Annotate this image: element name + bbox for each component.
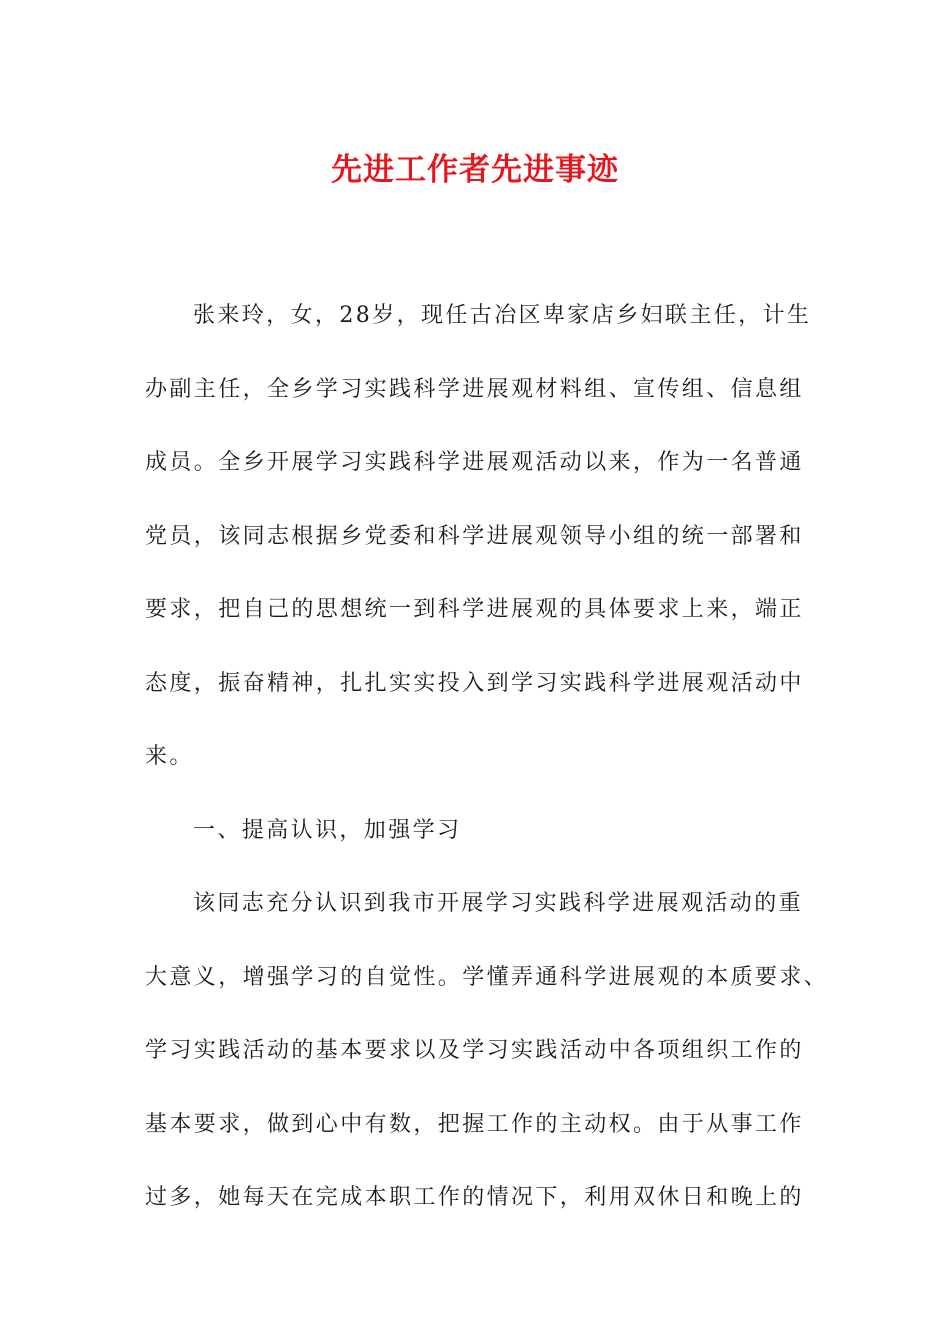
paragraph-line: 成员。全乡开展学习实践科学进展观活动以来，作为一名普通 bbox=[145, 450, 804, 475]
paragraph-line: 张来玲，女，28岁，现任古冶区卑家店乡妇联主任，计生 bbox=[193, 303, 812, 328]
paragraph-line: 态度，振奋精神，扎扎实实投入到学习实践科学进展观活动中 bbox=[145, 670, 804, 696]
paragraph-line: 要求，把自己的思想统一到科学进展观的具体要求上来，端正 bbox=[145, 597, 804, 622]
paragraph-line: 学习实践活动的基本要求以及学习实践活动中各项组织工作的 bbox=[145, 1038, 804, 1063]
paragraph-line: 大意义，增强学习的自觉性。学懂弄通科学进展观的本质要求、 bbox=[145, 964, 829, 990]
paragraph-line: 办副主任，全乡学习实践科学进展观材料组、宣传组、信息组 bbox=[145, 376, 804, 402]
paragraph-line: 来。 bbox=[145, 744, 194, 769]
paragraph-line: 该同志充分认识到我市开展学习实践科学进展观活动的重 bbox=[193, 891, 804, 916]
paragraph-line: 过多，她每天在完成本职工作的情况下，利用双休日和晚上的 bbox=[145, 1185, 804, 1210]
section-heading: 一、提高认识，加强学习 bbox=[193, 817, 462, 843]
paragraph-line: 党员，该同志根据乡党委和科学进展观领导小组的统一部署和 bbox=[145, 523, 804, 549]
paragraph-line: 基本要求，做到心中有数，把握工作的主动权。由于从事工作 bbox=[145, 1111, 804, 1137]
document-body bbox=[145, 279, 829, 1235]
document-title: 先进工作者先进事迹 bbox=[331, 152, 619, 188]
